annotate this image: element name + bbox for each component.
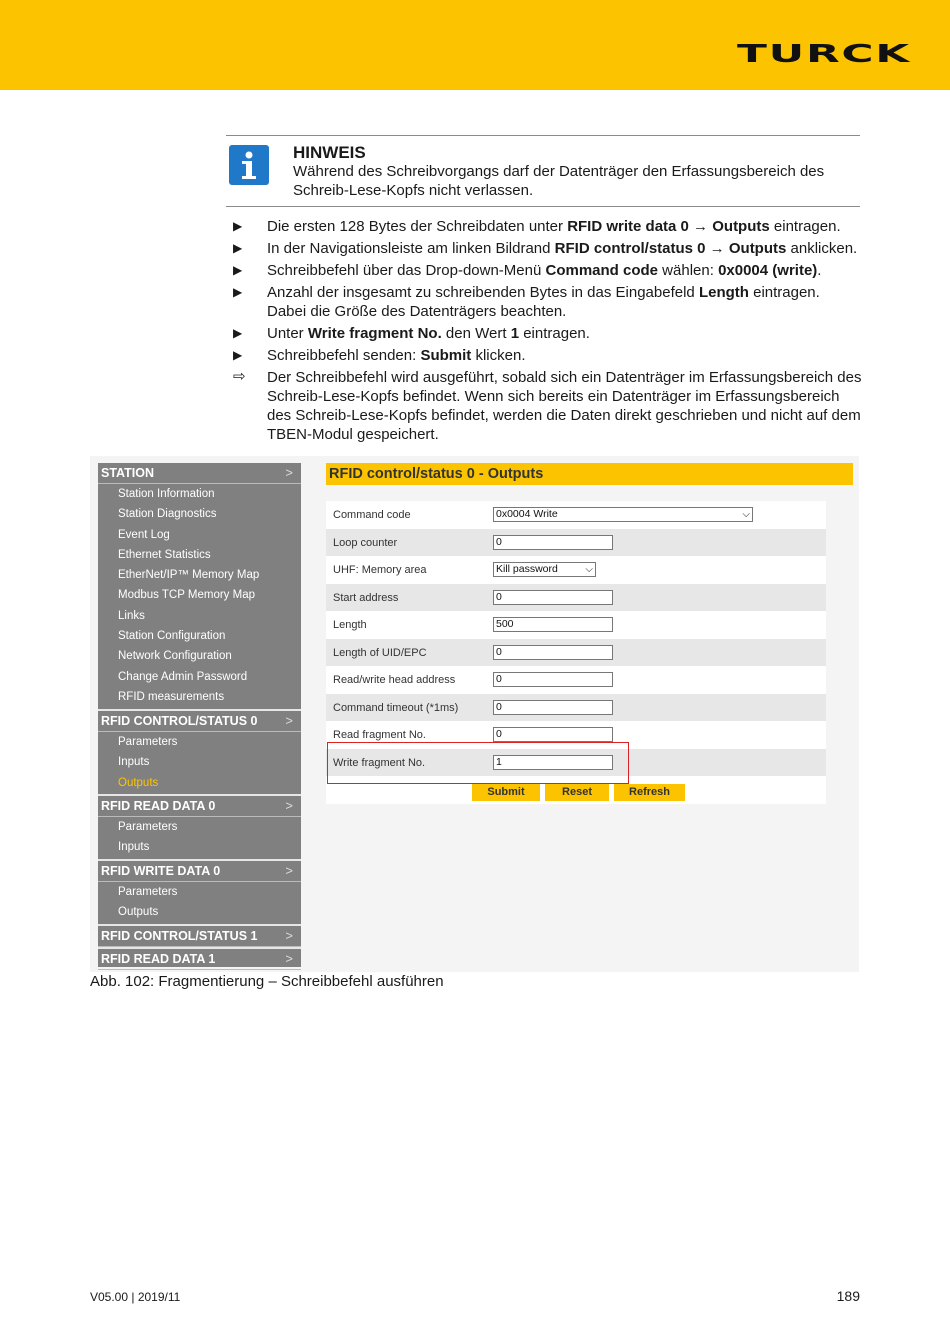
web-screenshot (90, 456, 859, 972)
list-item: ▶ Schreibbefehl über das Drop-down-Menü Command code wählen: 0x0004 (write). (233, 262, 822, 279)
refresh-button[interactable]: Refresh (614, 784, 685, 801)
list-item: ▶ Die ersten 128 Bytes der Schreibdaten unter RFID write data 0 → Outputs eintragen. (233, 218, 841, 235)
sidebar-item[interactable]: Station Information (118, 488, 215, 500)
sidebar-section-ctrl0 (98, 709, 301, 793)
result-item: ⇨ Der Schreibbefehl wird ausgeführt, sobald sich ein Datenträger im Erfassungsbereich des Schreib-Lese-Kopfs befindet. Wenn sich bereits ein Datenträger im Erfassungsbereich des Schreib-Lese-Kopfs befindet, werden die Daten direkt geschrieben und nicht auf dem TBEN-Modul gespeichert. (233, 368, 862, 443)
chevron-right-icon: > (285, 951, 293, 966)
uid-length-input[interactable]: 0 (493, 645, 613, 660)
start-address-input[interactable]: 0 (493, 590, 613, 605)
figure-caption: Abb. 102: Fragmentierung – Schreibbefehl ausführen (90, 973, 444, 990)
svg-text:TURCK: TURCK (737, 40, 912, 66)
sidebar-item[interactable]: Station Configuration (118, 630, 226, 643)
sidebar-header-write0[interactable]: RFID WRITE DATA 0 > (98, 861, 301, 882)
read-fragment-input[interactable]: 0 (493, 727, 613, 742)
sidebar-item-active[interactable]: Outputs (118, 776, 159, 789)
sidebar-item[interactable]: Parameters (118, 736, 178, 748)
sidebar-item[interactable]: Station Diagnostics (118, 508, 217, 521)
reset-button[interactable]: Reset (545, 784, 609, 801)
notice-text: Während des Schreibvorgangs darf der Datenträger den Erfassungsbereich des Schreib-Lese-Kopfs nicht verlassen. (293, 163, 825, 199)
info-icon (229, 145, 269, 185)
instruction-list (233, 217, 863, 447)
sidebar-section-ctrl1 (98, 924, 301, 947)
arrow-bullet-icon: ▶ (233, 219, 243, 233)
result-arrow-icon: ⇨ (233, 368, 246, 385)
sidebar-section-read0 (98, 794, 301, 858)
main-panel (326, 463, 853, 798)
sidebar-item[interactable]: Links (118, 609, 145, 622)
length-input[interactable]: 500 (493, 617, 613, 632)
sidebar-item[interactable]: RFID measurements (118, 690, 225, 703)
notice-box (226, 135, 860, 207)
sidebar-header-station[interactable]: STATION > (98, 463, 301, 484)
list-item: ▶ Schreibbefehl senden: Submit klicken. (233, 347, 526, 364)
highlight-box (327, 742, 629, 784)
form-row: Length of UID/EPC 0 (326, 639, 826, 667)
submit-button[interactable]: Submit (472, 784, 540, 801)
list-item: ▶ Anzahl der insgesamt zu schreibenden Bytes in das Eingabefeld Length eintragen. Dabei die Größe des Datenträgers beachten. (233, 284, 820, 320)
sidebar-header-ctrl1[interactable]: RFID CONTROL/STATUS 1 > (98, 926, 301, 947)
list-item: ▶ In der Navigationsleiste am linken Bildrand RFID control/status 0 → Outputs anklicken. (233, 240, 858, 257)
loop-counter-input[interactable]: 0 (493, 535, 613, 550)
sidebar-item[interactable]: Modbus TCP Memory Map (118, 589, 255, 602)
form-row: Start address 0 (326, 584, 826, 612)
sidebar-item[interactable]: Inputs (118, 756, 150, 769)
chevron-right-icon: > (285, 798, 293, 813)
head-address-input[interactable]: 0 (493, 672, 613, 687)
arrow-bullet-icon: ▶ (233, 326, 243, 340)
form-row: Write fragment No. 1 (326, 749, 826, 777)
command-timeout-input[interactable]: 0 (493, 700, 613, 715)
sidebar-section-station (98, 463, 301, 707)
form-row: UHF: Memory area Kill password ⌵ (326, 556, 826, 584)
sidebar-header-ctrl0[interactable]: RFID CONTROL/STATUS 0 > (98, 711, 301, 732)
form-row: Command timeout (*1ms) 0 (326, 694, 826, 722)
sidebar-item[interactable]: Event Log (118, 528, 170, 541)
write-fragment-input[interactable]: 1 (493, 755, 613, 770)
header-bar (0, 0, 950, 90)
notice-title: HINWEIS (293, 143, 366, 162)
sidebar-item[interactable]: Inputs (118, 841, 150, 854)
footer-version: V05.00 | 2019/11 (90, 1290, 181, 1304)
sidebar-item[interactable]: Ethernet Statistics (118, 548, 211, 561)
sidebar-item[interactable]: Outputs (118, 906, 159, 919)
chevron-right-icon: > (285, 713, 293, 728)
sidebar-section-read1 (98, 947, 301, 970)
chevron-right-icon: > (285, 863, 293, 878)
turck-logo (737, 40, 912, 66)
page-title: RFID control/status 0 - Outputs (326, 463, 853, 485)
form-row: Loop counter 0 (326, 529, 826, 557)
sidebar-item[interactable]: EtherNet/IP™ Memory Map (118, 569, 260, 582)
command-code-select[interactable]: 0x0004 Write ⌵ (493, 507, 753, 522)
chevron-right-icon: > (285, 465, 293, 480)
sidebar-item[interactable]: Parameters (118, 821, 178, 833)
form-row: Read fragment No. 0 (326, 721, 826, 749)
page-number: 189 (836, 1288, 860, 1304)
sidebar-section-write0 (98, 859, 301, 923)
sidebar-header-read1[interactable]: RFID READ DATA 1 > (98, 949, 301, 970)
form-row: Read/write head address 0 (326, 666, 826, 694)
chevron-down-icon: ⌵ (585, 564, 593, 575)
arrow-bullet-icon: ▶ (233, 263, 243, 277)
sidebar (98, 463, 301, 967)
arrow-bullet-icon: ▶ (233, 285, 243, 299)
arrow-bullet-icon: ▶ (233, 348, 243, 362)
list-item: ▶ Unter Write fragment No. den Wert 1 eintragen. (233, 325, 590, 342)
sidebar-item[interactable]: Network Configuration (118, 650, 232, 663)
chevron-down-icon: ⌵ (742, 509, 750, 520)
chevron-right-icon: > (285, 928, 293, 943)
form-row: Command code 0x0004 Write ⌵ (326, 501, 826, 529)
memory-area-select[interactable]: Kill password ⌵ (493, 562, 596, 577)
arrow-bullet-icon: ▶ (233, 241, 243, 255)
form-row: Length 500 (326, 611, 826, 639)
sidebar-item[interactable]: Change Admin Password (118, 670, 248, 683)
sidebar-header-read0[interactable]: RFID READ DATA 0 > (98, 796, 301, 817)
sidebar-item[interactable]: Parameters (118, 886, 178, 898)
